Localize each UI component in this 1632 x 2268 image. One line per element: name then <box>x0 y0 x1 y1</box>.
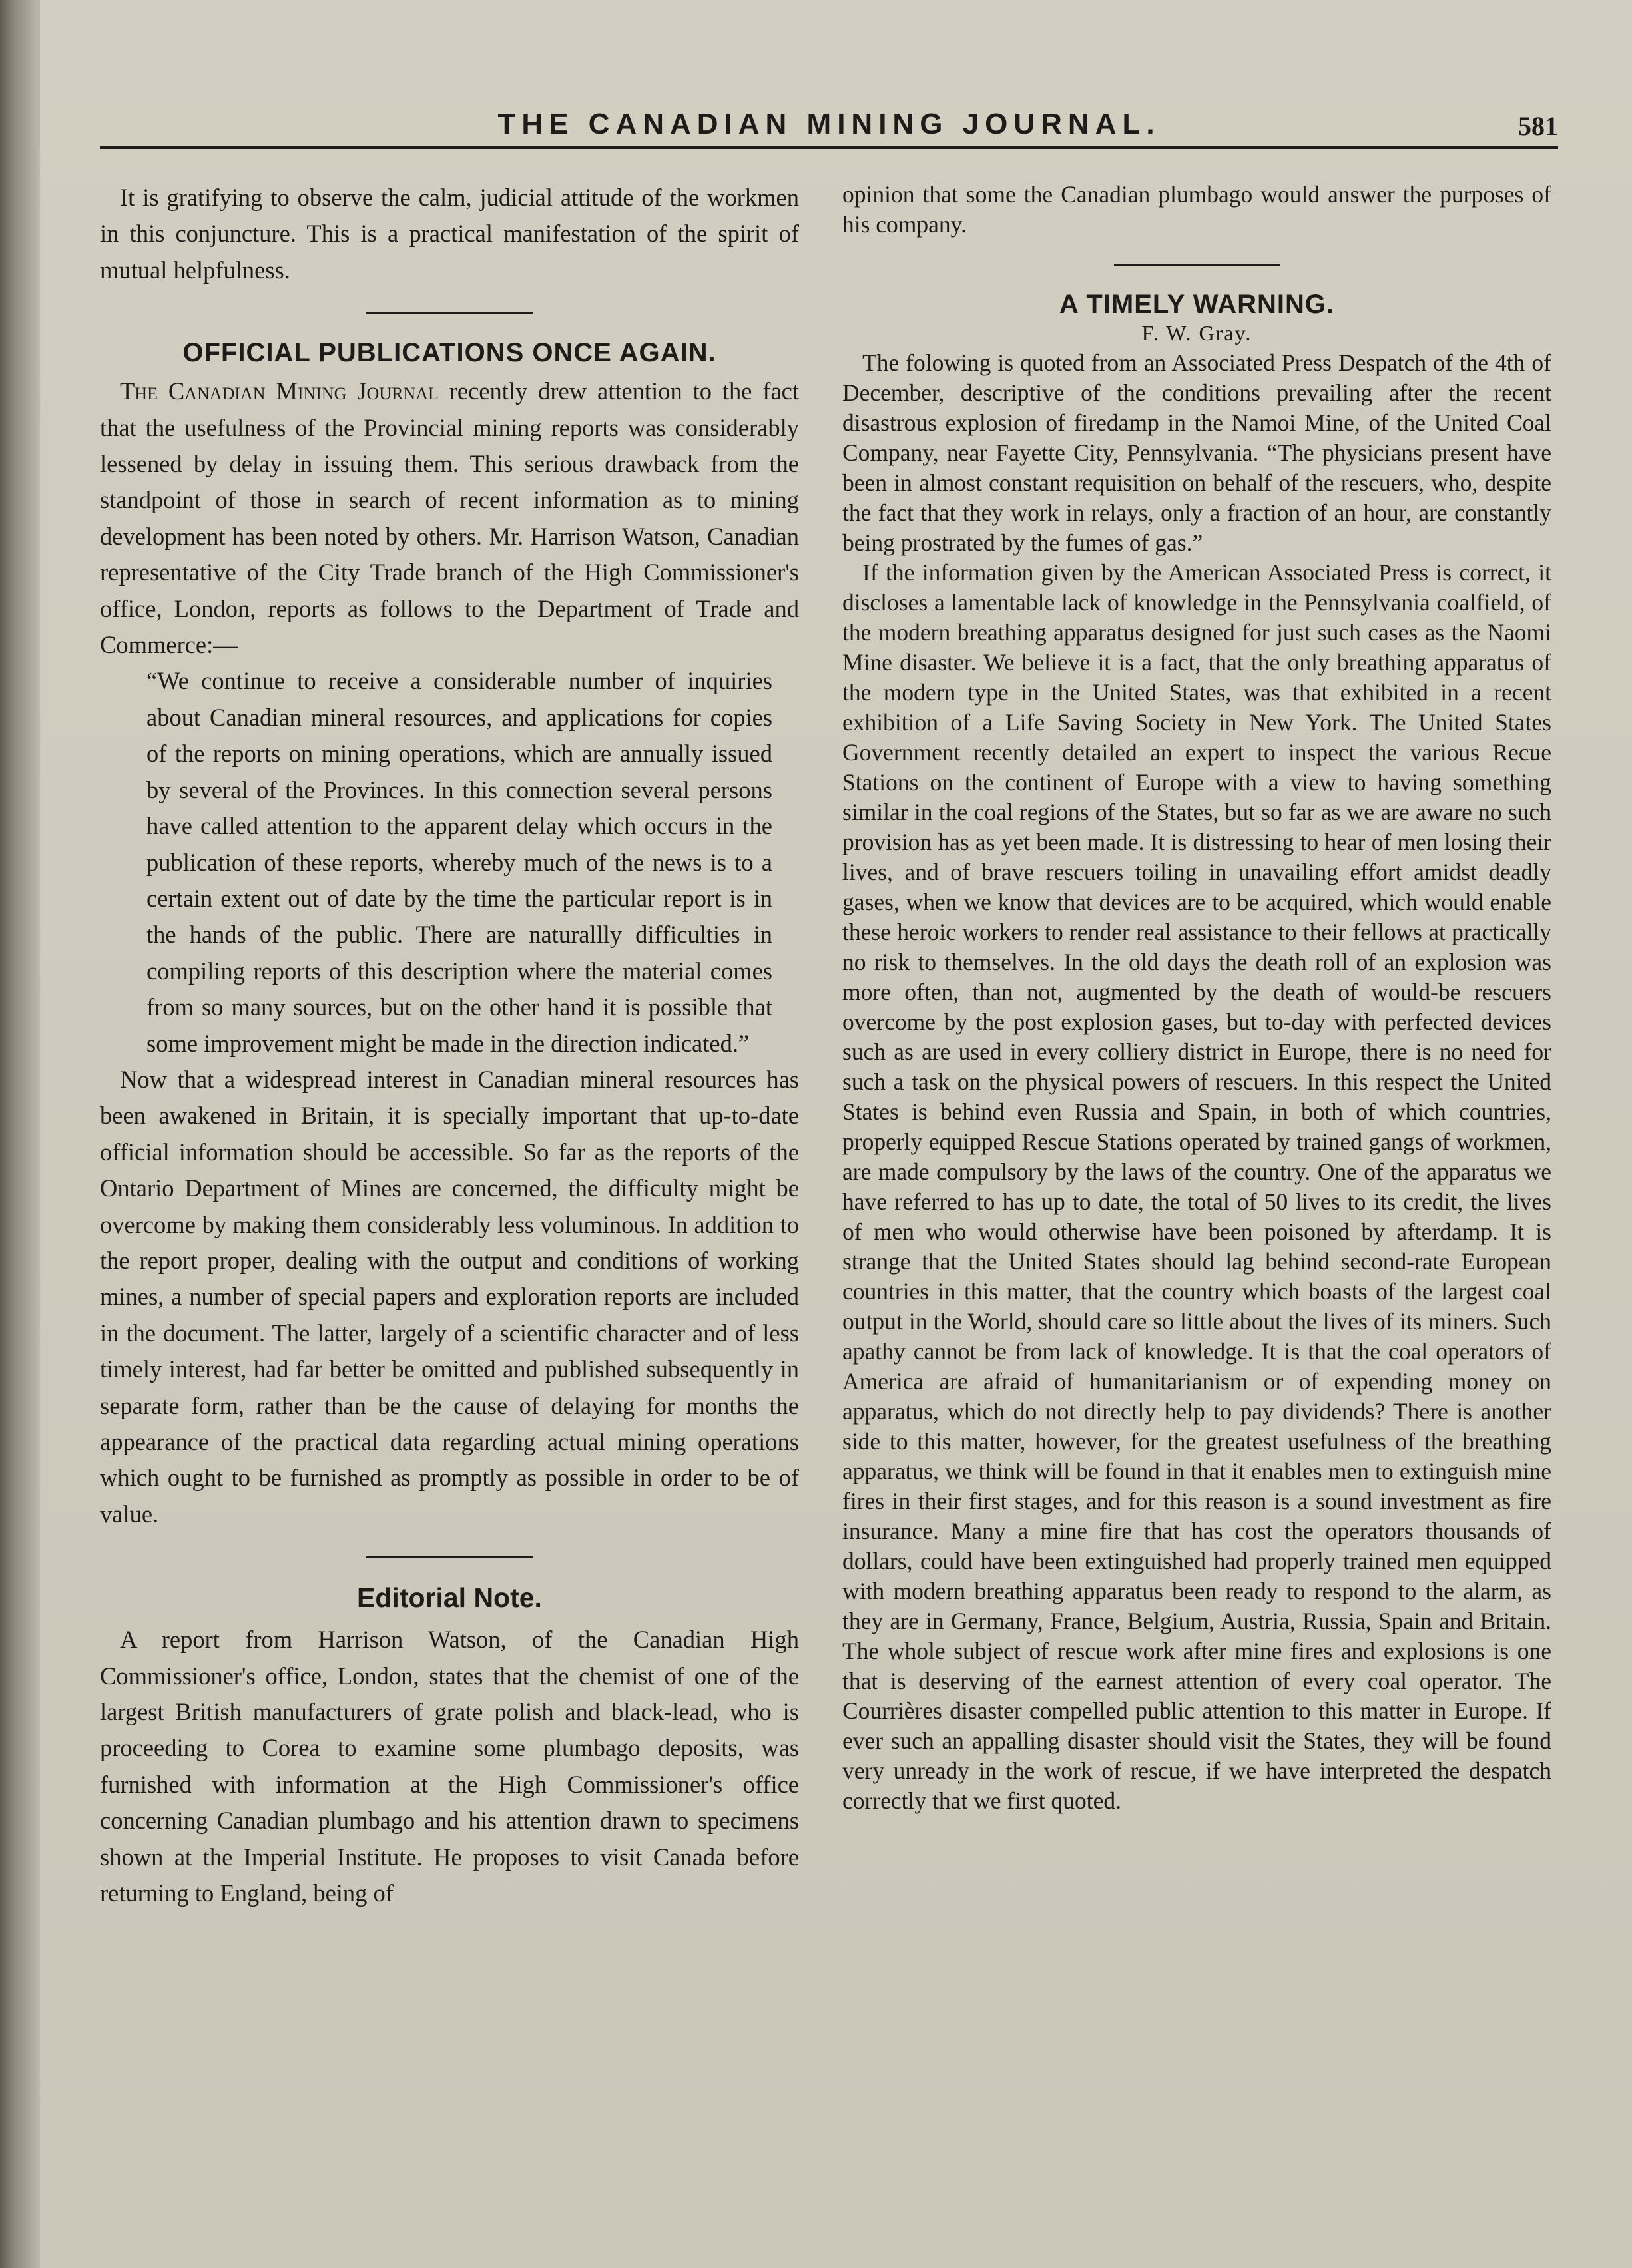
header-rule <box>100 146 1558 149</box>
official-publications-paragraph <box>100 373 799 663</box>
section-divider <box>366 312 533 314</box>
journal-name-smallcaps: The Canadian Mining Journal <box>120 377 439 405</box>
editorial-note-paragraph: A report from Harrison Watson, of the Canadian High Commissioner's office, London, states that the chemist of one of the largest British manufacturers of grate polish and black-lead, who is proceeding to Corea to examine some plumbago deposits, was furnished with information at the High Commissioner's office concerning Canadian plumbago and his attention drawn to specimens shown at the Imperial Institute. He proposes to visit Canada before returning to England, being of <box>100 1626 799 1907</box>
running-header <box>100 108 1558 148</box>
official-publications-paragraph-2: Now that a widespread interest in Canadian mineral resources has been awakened in Britain, it is specially important that up-to-date official information should be accessible. So far as the reports of the Ontario Department of Mines are concerned, the difficulty might be overcome by making them considerably less voluminous. In addition to the report proper, dealing with the output and conditions of working mines, a number of special papers and exploration reports are included in the document. The latter, largely of a scientific character and of less timely interest, had far better be omitted and published subsequently in separate form, rather than be the cause of delaying for months the appearance of the practical data regarding actual mining operations which ought to be furnished as promptly as possible in order to be of value. <box>100 1065 799 1528</box>
author-byline: F. W. Gray. <box>1141 321 1252 345</box>
binding-shadow <box>0 0 40 2268</box>
timely-warning-paragraph-2: If the information given by the American Associated Press is correct, it discloses a lamentable lack of knowledge in the Pennsylvania coalfield, of the modern breathing apparatus designed for just such cases as the Naomi Mine disaster. We believe it is a fact, that the only breathing apparatus of the modern type in the United States, was that exhibited in a recent exhibition of a Life Saving Society in New York. The United States Government recently detailed an expert to inspect the various Recue Stations on the continent of Europe with a view to having something similar in the coal regions of the States, but so far as we are aware no such provision has as yet been made. It is distressing to hear of men losing their lives, and of brave rescuers toiling in unavailing effort amidst deadly gases, when we know that devices are to be acquired, which would enable these heroic workers to render real assistance to their fellows at practically no risk to themselves. In the old days the death roll of an explosion was more often, than not, augmented by the death of would-be rescuers overcome by the post explosion gases, but to-day with perfected devices such as are used in every colliery district in Europe, there is no need for such a task on the physical powers of rescuers. In this respect the United States is behind even Russia and Spain, in both of which countries, properly equipped Rescue Stations operated by trained gangs of workmen, are made compulsory by the laws of the country. One of the apparatus we have referred to has up to date, the total of 50 lives to its credit, the lives of men who would otherwise have been poisoned by afterdamp. It is strange that the United States should lag behind second-rate European countries in this matter, that the country which boasts of the largest coal output in the World, should care so little about the lives of its miners. Such apathy cannot be from lack of knowledge. It is that the coal operators of America are afraid of humanitarianism or of expending money on apparatus, which do not directly help to pay dividends? There is another side to this matter, however, for the greatest usefulness of the breathing apparatus, we think will be found in that it enables men to extinguish mine fires in their first stages, and for this reason is a sound investment as fire insurance. Many a mine fire that has cost the operators thousands of dollars, could have been extinguished had properly trained men equipped with modern breathing apparatus been ready to respond to the alarm, as they are in Germany, France, Belgium, Austria, Russia, Spain and Britain. The whole subject of rescue work after mine fires and explosions is one that is deserving of the earnest attention of every coal operator. The Courrières disaster compelled public attention to this matter in Europe. If ever such an appalling disaster should visit the States, they will be found very unready in the work of rescue, if we have interpreted the despatch correctly that we first quoted. <box>842 559 1551 1814</box>
intro-paragraph: It is gratifying to observe the calm, judicial attitude of the workmen in this conjuncture. This is a practical manifestation of the spirit of mutual helpfulness. <box>100 184 799 284</box>
section-divider <box>366 1556 533 1558</box>
editorial-continuation: opinion that some the Canadian plumbago would answer the purposes of his company. <box>842 181 1551 238</box>
right-column <box>842 180 1551 1816</box>
timely-warning-heading: A TIMELY WARNING. <box>1059 290 1335 319</box>
watson-quote: “We continue to receive a considerable number of inquiries about Canadian mineral resources, and applications for copies of the reports on mining operations, which are annually issued by several of the Provinces. In this connection several persons have called attention to the apparent delay which occurs in the publication of these reports, whereby much of the news is to a certain extent out of date by the time the particular report is in the hands of the public. There are naturallly difficulties in compiling reports of this description where the material comes from so many sources, but on the other hand it is possible that some improvement might be made in the direction indicated.” <box>146 667 772 1057</box>
official-publications-heading: OFFICIAL PUBLICATIONS ONCE AGAIN. <box>182 338 716 368</box>
page-number: 581 <box>1518 111 1558 141</box>
editorial-note-heading: Editorial Note. <box>357 1582 542 1614</box>
journal-title: THE CANADIAN MINING JOURNAL. <box>497 108 1161 140</box>
official-publications-text: recently drew attention to the fact that the usefulness of the Provincial mining reports was considerably lessened by delay in issuing them. This serious drawback from the standpoint of those in search of recent information as to mining development has been noted by others. Mr. Harrison Watson, Canadian representative of the City Trade branch of the High Commissioner's office, London, reports as follows to the Department of Trade and Commerce:— <box>100 377 799 659</box>
left-column <box>100 180 799 1911</box>
section-divider <box>1114 264 1280 266</box>
timely-warning-paragraph-1: The folowing is quoted from an Associated Press Despatch of the 4th of December, descriptive of the conditions prevailing after the recent disastrous explosion of firedamp in the Namoi Mine, of the United Coal Company, near Fayette City, Pennsylvania. “The physicians present have been in almost constant requisition on behalf of the rescuers, who, despite the fact that they work in relays, only a fraction of an hour, are constantly being prostrated by the fumes of gas.” <box>842 349 1551 556</box>
